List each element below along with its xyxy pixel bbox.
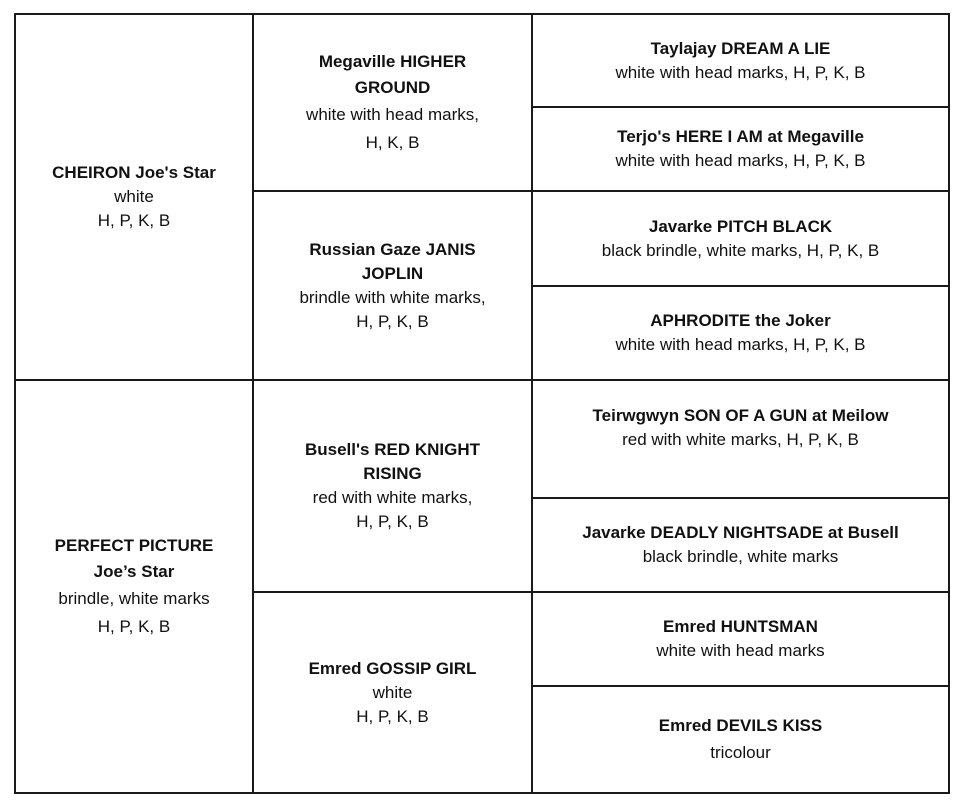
dog-color: white with head marks,	[306, 104, 479, 124]
dog-name: Emred GOSSIP GIRL	[308, 658, 477, 678]
dog-name: CHEIRON Joe's Star	[52, 163, 216, 182]
dog-details: white with head marks, H, P, K, B	[615, 62, 866, 82]
grandparent-2	[254, 192, 531, 379]
great-grandparent-7	[533, 593, 948, 685]
dog-details: black brindle, white marks	[642, 547, 839, 566]
great-grandparent-5	[533, 381, 948, 497]
dog-details: white with head marks	[656, 641, 825, 660]
border-right	[948, 13, 950, 794]
dog-name: Javarke DEADLY NIGHTSADE at Busell	[582, 523, 899, 542]
dog-name: Emred DEVILS KISS	[658, 715, 823, 735]
dog-name: Teirwgwyn SON OF A GUN at Meilow	[592, 406, 889, 425]
great-grandparent-4	[533, 287, 948, 379]
dog-health-tests: H, K, B	[365, 132, 420, 152]
great-grandparent-6	[533, 499, 948, 591]
dog-name: Busell's RED KNIGHT RISING	[304, 440, 480, 483]
parent-dam	[16, 381, 252, 792]
dog-health-tests: H, P, K, B	[356, 706, 429, 726]
dog-details: red with white marks, H, P, K, B	[622, 430, 859, 449]
dog-health-tests: H, P, K, B	[97, 616, 171, 636]
dog-details: tricolour	[710, 742, 771, 762]
dog-health-tests: H, P, K, B	[97, 211, 171, 230]
great-grandparent-2	[533, 108, 948, 190]
dog-name: PERFECT PICTURE Joe’s Star	[54, 535, 214, 581]
parent-sire	[16, 15, 252, 379]
grandparent-1	[254, 15, 531, 190]
dog-health-tests: H, P, K, B	[356, 512, 429, 531]
great-grandparent-1	[533, 15, 948, 106]
dog-name: Emred HUNTSMAN	[663, 617, 818, 636]
dog-name: Taylajay DREAM A LIE	[650, 38, 831, 58]
dog-name: Javarke PITCH BLACK	[648, 216, 833, 236]
dog-name: Terjo's HERE I AM at Megaville	[617, 127, 864, 146]
great-grandparent-3	[533, 192, 948, 285]
grandparent-4	[254, 593, 531, 792]
dog-color: brindle with white marks,	[299, 287, 486, 307]
dog-details: white with head marks, H, P, K, B	[615, 335, 866, 354]
pedigree-table	[14, 13, 950, 794]
dog-color: brindle, white marks	[58, 588, 210, 608]
dog-details: white with head marks, H, P, K, B	[615, 151, 866, 170]
great-grandparent-8	[533, 687, 948, 792]
dog-health-tests: H, P, K, B	[356, 311, 429, 331]
dog-name: Megaville HIGHER GROUND	[318, 51, 467, 97]
dog-name: Russian Gaze JANIS JOPLIN	[309, 239, 476, 283]
dog-color: white	[372, 682, 413, 702]
dog-name: APHRODITE the Joker	[650, 311, 831, 330]
grandparent-3	[254, 381, 531, 591]
border-bottom	[14, 792, 950, 794]
dog-color: white	[114, 187, 154, 206]
dog-color: red with white marks,	[312, 488, 473, 507]
dog-details: black brindle, white marks, H, P, K, B	[601, 240, 880, 260]
